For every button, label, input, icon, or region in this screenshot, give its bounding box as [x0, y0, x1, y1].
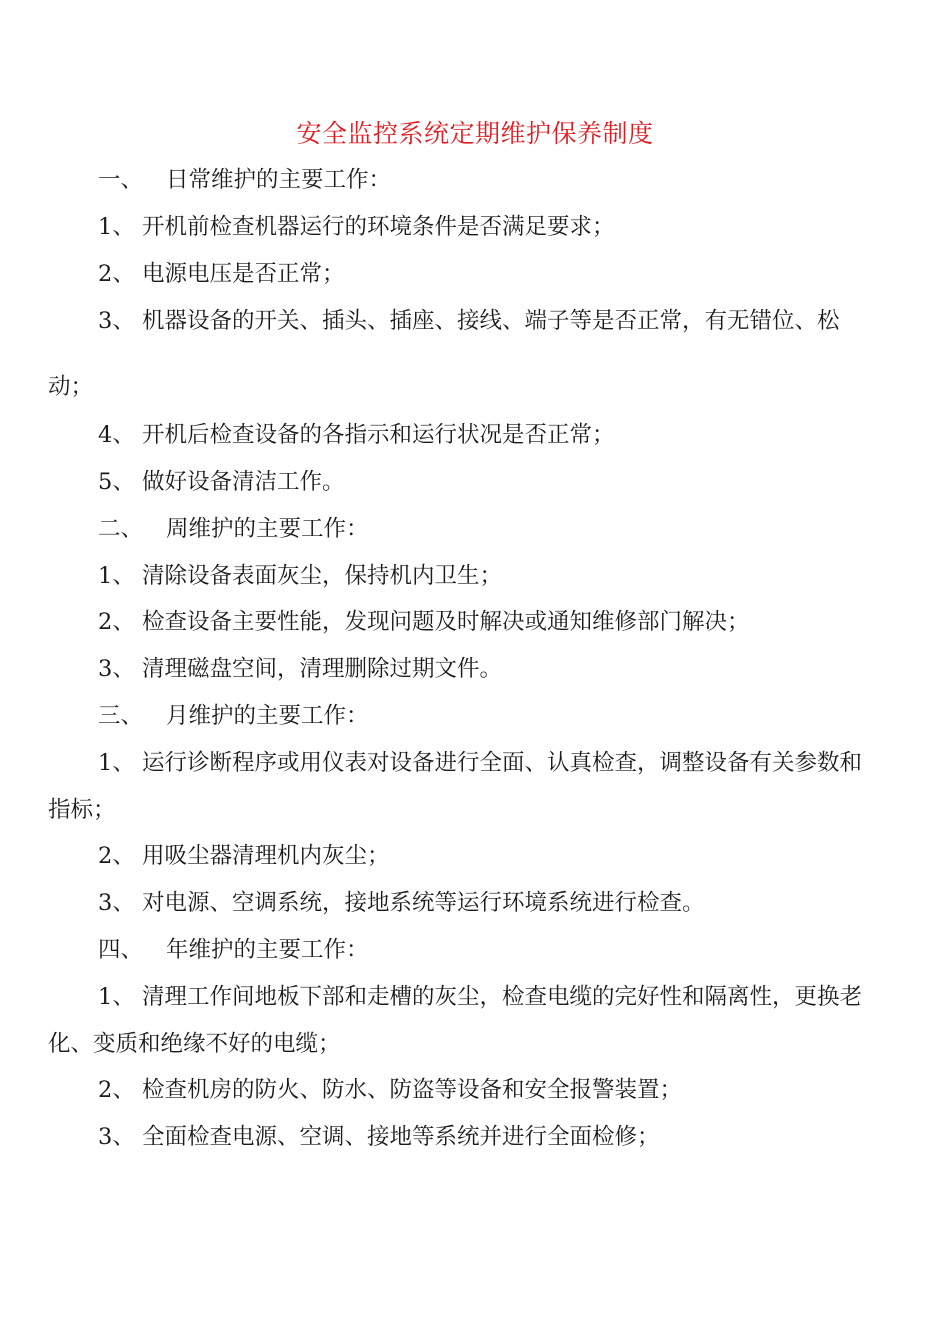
- section-heading-text: 日常维护的主要工作：: [166, 167, 392, 193]
- list-item: 1、 运行诊断程序或用仪表对设备进行全面、认真检查，调整设备有关参数和: [98, 750, 862, 776]
- list-item-continuation: 动；: [48, 374, 94, 400]
- section-number: 三、: [98, 703, 144, 729]
- list-item-continuation: 指标；: [48, 797, 116, 823]
- list-item: 3、 清理磁盘空间，清理删除过期文件。: [98, 656, 502, 682]
- document-title: 安全监控系统定期维护保养制度: [296, 119, 654, 148]
- section-heading-text: 年维护的主要工作：: [166, 937, 369, 963]
- section-heading-yearly: [98, 930, 369, 970]
- section-heading-text: 月维护的主要工作：: [166, 703, 369, 729]
- section-number: 一、: [98, 167, 144, 193]
- list-item: 3、 对电源、空调系统，接地系统等运行环境系统进行检查。: [98, 890, 705, 916]
- list-item: 5、 做好设备清洁工作。: [98, 469, 345, 495]
- list-item: 2、 电源电压是否正常；: [98, 261, 345, 287]
- section-number: 四、: [98, 937, 144, 963]
- list-item: 2、 检查设备主要性能，发现问题及时解决或通知维修部门解决；: [98, 609, 750, 635]
- section-heading-text: 周维护的主要工作：: [166, 516, 369, 542]
- list-item: 3、 全面检查电源、空调、接地等系统并进行全面检修；: [98, 1124, 660, 1150]
- list-item: 1、 清理工作间地板下部和走槽的灰尘，检查电缆的完好性和隔离性，更换老: [98, 984, 862, 1010]
- section-heading-monthly: [98, 696, 369, 736]
- list-item-continuation: 化、变质和绝缘不好的电缆；: [48, 1031, 341, 1057]
- list-item: 2、 检查机房的防火、防水、防盗等设备和安全报警装置；: [98, 1077, 682, 1103]
- section-heading-daily: [98, 160, 391, 200]
- list-item: 1、 清除设备表面灰尘，保持机内卫生；: [98, 563, 502, 589]
- list-item: 1、 开机前检查机器运行的环境条件是否满足要求；: [98, 214, 615, 240]
- list-item: 2、 用吸尘器清理机内灰尘；: [98, 843, 390, 869]
- list-item: 3、 机器设备的开关、插头、插座、接线、端子等是否正常，有无错位、松: [98, 308, 840, 334]
- section-number: 二、: [98, 516, 144, 542]
- section-heading-weekly: [98, 509, 369, 549]
- list-item: 4、 开机后检查设备的各指示和运行状况是否正常；: [98, 422, 615, 448]
